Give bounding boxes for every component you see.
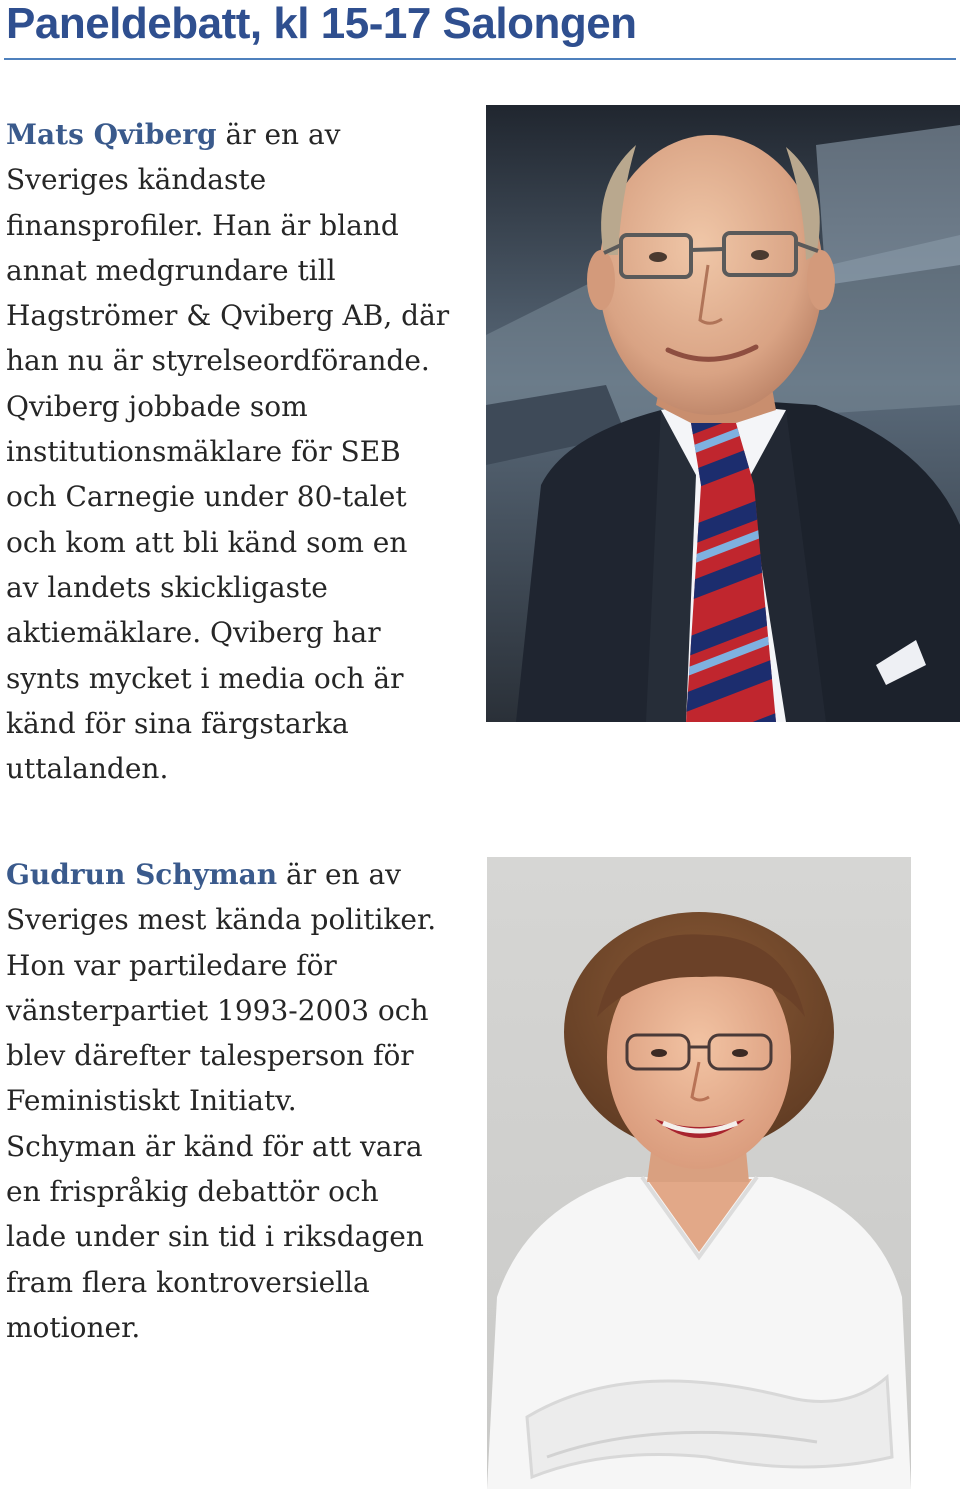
panelist-bio-text-schyman: är en av Sveriges mest kända politiker. Hon var partiledare för vänsterpartiet 1993-2003 och blev därefter talesperson för Feministiskt Initiatv. Schyman är känd för att vara en frispråkig debattör och lade under sin tid i riksdagen fram flera kontroversiella motioner. [6,858,437,1344]
portrait-woman-illustration [487,857,911,1489]
portrait-photo-qviberg [486,105,960,722]
panelist-bio-schyman [6,852,476,1350]
portrait-photo-schyman [487,857,911,1489]
panelist-bio-qviberg [6,112,476,791]
panelist-name-qviberg: Mats Qviberg [6,118,217,151]
panelist-name-schyman: Gudrun Schyman [6,858,278,891]
page-title: Paneldebatt, kl 15-17 Salongen [6,0,637,48]
portrait-man-illustration [486,105,960,722]
title-rule [4,58,956,60]
panelist-bio-text-qviberg: är en av Sveriges kändaste finansprofiler. Han är bland annat medgrundare till Hagströmer & Qviberg AB, där han nu är styrelseordförande. Qviberg jobbade som institutionsmäklare för SEB och Carnegie under 80-talet och kom att bli känd som en av landets skickligaste aktiemäklare. Qviberg har synts mycket i media och är känd för sina färgstarka uttalanden. [6,118,450,786]
